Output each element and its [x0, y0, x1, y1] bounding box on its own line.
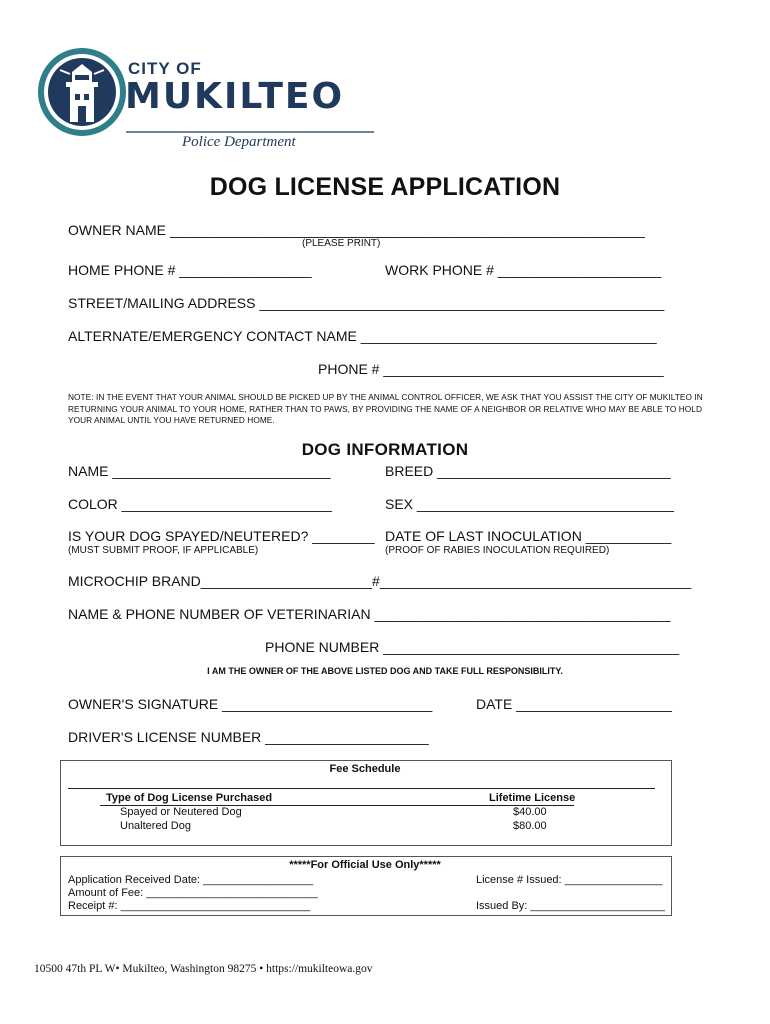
official-use-title: *****For Official Use Only***** [289, 859, 441, 871]
receipt-field[interactable]: Receipt #: _______________________________ [68, 900, 311, 912]
spayed-field[interactable]: IS YOUR DOG SPAYED/NEUTERED? ________ [68, 528, 375, 544]
drivers-license-field[interactable]: DRIVER'S LICENSE NUMBER _____________________ [68, 729, 429, 745]
note-text: NOTE: IN THE EVENT THAT YOUR ANIMAL SHOULD BE PICKED UP BY THE ANIMAL CONTROL OFFICER, WE ASK THAT YOU ASSIST THE CITY OF MUKILTEO IN RETURNING YOUR ANIMAL TO YOUR HOME, RATHER THAN TO PAWS, BY PROVIDING THE NAME OF A NEIGHBOR OR RELATIVE WHO MAY BE ABLE TO HOLD YOUR ANIMAL UNTIL YOU HAVE RETURNED HOME. [68, 392, 703, 425]
color-field[interactable]: COLOR ___________________________ [68, 496, 332, 512]
sex-field[interactable]: SEX _________________________________ [385, 496, 674, 512]
alt-contact-field[interactable]: ALTERNATE/EMERGENCY CONTACT NAME ______________________________________ [68, 328, 657, 344]
owner-signature-field[interactable]: OWNER'S SIGNATURE ___________________________ [68, 696, 433, 712]
fee-col-lifetime: Lifetime License [489, 792, 576, 804]
spayed-note: (MUST SUBMIT PROOF, IF APPLICABLE) [68, 545, 259, 556]
fee-row-type: Unaltered Dog [120, 820, 191, 832]
amount-fee-field[interactable]: Amount of Fee: ____________________________ [68, 887, 318, 899]
license-issued-field[interactable]: License # Issued: ________________ [476, 874, 663, 886]
alt-phone-field[interactable]: PHONE # ____________________________________ [318, 361, 664, 377]
please-print-note: (PLEASE PRINT) [302, 238, 381, 249]
footer-address: 10500 47th PL W• Mukilteo, Washington 98275 • https://mukilteowa.gov [34, 963, 373, 975]
home-phone-field[interactable]: HOME PHONE # _________________ [68, 262, 312, 278]
fee-divider [68, 788, 655, 789]
city-logo [32, 46, 382, 154]
vet-phone-field[interactable]: PHONE NUMBER ______________________________________ [265, 639, 680, 655]
address-field[interactable]: STREET/MAILING ADDRESS ____________________________________________________ [68, 295, 665, 311]
fee-row-type: Spayed or Neutered Dog [120, 806, 242, 818]
received-date-field[interactable]: Application Received Date: __________________ [68, 874, 314, 886]
owner-name-field[interactable]: OWNER NAME _____________________________________________________________ [68, 222, 645, 238]
fee-col-type: Type of Dog License Purchased [106, 792, 273, 804]
signature-date-field[interactable]: DATE ____________________ [476, 696, 672, 712]
fee-row-amount: $40.00 [513, 806, 547, 818]
logo-city-of: CITY OF [128, 59, 202, 78]
form-title: DOG LICENSE APPLICATION [209, 173, 561, 201]
dog-info-heading: DOG INFORMATION [301, 440, 469, 459]
work-phone-field[interactable]: WORK PHONE # _____________________ [385, 262, 662, 278]
inoculation-field[interactable]: DATE OF LAST INOCULATION ___________ [385, 528, 672, 544]
vet-field[interactable]: NAME & PHONE NUMBER OF VETERINARIAN ______________________________________ [68, 606, 671, 622]
dog-name-field[interactable]: NAME ____________________________ [68, 463, 331, 479]
fee-schedule-title: Fee Schedule [329, 763, 401, 775]
issued-by-field[interactable]: Issued By: ______________________ [476, 900, 666, 912]
inoculation-note: (PROOF OF RABIES INOCULATION REQUIRED) [385, 545, 610, 556]
microchip-field[interactable]: MICROCHIP BRAND______________________#________________________________________ [68, 573, 692, 589]
breed-field[interactable]: BREED ______________________________ [385, 463, 671, 479]
logo-city-name: MUKILTEO [125, 76, 345, 117]
declaration: I AM THE OWNER OF THE ABOVE LISTED DOG AND TAKE FULL RESPONSIBILITY. [207, 666, 563, 676]
fee-row-amount: $80.00 [513, 820, 547, 832]
logo-department: Police Department [182, 134, 296, 150]
